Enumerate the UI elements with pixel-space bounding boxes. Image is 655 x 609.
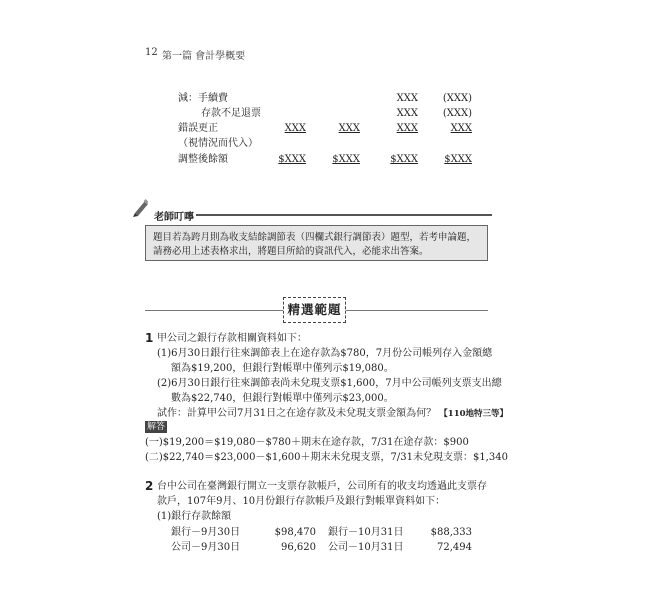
q1-intro: 甲公司之銀行存款相關資料如下： <box>157 333 307 344</box>
q1-item1-cont: 額為$19,200，但銀行對帳單中僅列示$19,080。 <box>171 363 394 374</box>
q1-question <box>157 407 508 421</box>
answer-line: (一)$19,200＝$19,080－$780＋期末在途存款，7/31在途存款：$900 <box>145 437 469 448</box>
q2-subheading: (1)銀行存款餘額 <box>157 511 232 522</box>
answer-line: (二)$22,740＝$23,000－$1,600＋期末未兌現支票，7/31未兌現支票：$1,340 <box>145 452 508 463</box>
cell: XXX <box>396 93 418 104</box>
chapter-title: 第一篇 會計學概要 <box>162 51 246 62</box>
q1-question-text: 試作：計算甲公司7月31日之在途存款及未兌現支票金額為何？ <box>157 408 437 419</box>
cell: XXX <box>450 123 472 134</box>
q1-item2-cont: 數為$22,740，但銀行對帳單中僅列示$23,000。 <box>171 393 394 404</box>
q1-item2: (2)6月30日銀行往來調節表尚未兌現支票$1,600，7月中公司帳列支票支出總 <box>157 378 502 389</box>
cell: $XXX <box>390 154 418 165</box>
balance-label: 公司－9月30日 <box>171 542 241 553</box>
question-number: 2 <box>145 479 154 493</box>
tip-box <box>145 225 488 261</box>
answer-tag: 解答 <box>147 422 166 432</box>
balance-label: 公司－10月31日 <box>328 542 404 553</box>
tip-title: 老師叮嚀 <box>154 212 194 223</box>
row-label: （視情況而代入） <box>178 138 258 149</box>
cell: $XXX <box>278 154 306 165</box>
balance-label: 銀行－9月30日 <box>171 527 241 538</box>
balance-label: 銀行－10月31日 <box>328 527 404 538</box>
pencil-icon <box>131 198 151 218</box>
section-rule-left <box>145 310 283 311</box>
cell: (XXX) <box>442 108 472 119</box>
q2-intro-cont: 款戶，107年9月、10月份銀行存款帳戶及銀行對帳單資料如下： <box>157 496 446 507</box>
section-rule-right <box>346 310 488 311</box>
balance-value: 72,494 <box>437 542 472 553</box>
section-title: 精選範題 <box>283 297 346 323</box>
cell: XXX <box>284 123 306 134</box>
row-label: 存款不足退票 <box>201 108 261 119</box>
cell: $XXX <box>332 154 360 165</box>
row-label: 減：手續費 <box>178 93 228 104</box>
row-label: 調整後餘額 <box>178 154 228 165</box>
cell: XXX <box>396 108 418 119</box>
balance-value: $88,333 <box>430 527 472 538</box>
cell: $XXX <box>444 154 472 165</box>
q1-source: 【110地特三等】 <box>439 409 509 419</box>
page-number: 12 <box>145 47 158 58</box>
cell: XXX <box>396 123 418 134</box>
question-number: 1 <box>145 331 154 345</box>
q2-intro: 台中公司在臺灣銀行開立一支票存款帳戶，公司所有的收支均透過此支票存 <box>157 481 487 492</box>
row-label: 錯誤更正 <box>178 123 218 134</box>
balance-value: 96,620 <box>281 542 316 553</box>
q1-item1: (1)6月30日銀行往來調節表上在途存款為$780，7月份公司帳列存入金額總 <box>157 348 493 359</box>
cell: XXX <box>338 123 360 134</box>
cell: (XXX) <box>442 93 472 104</box>
tip-line: 題目若為跨月則為收支結餘調節表（四欄式銀行調節表）題型，若考申論題， <box>153 232 477 243</box>
balance-value: $98,470 <box>274 527 316 538</box>
tip-divider <box>196 214 492 216</box>
tip-line: 請務必用上述表格求出，將題目所給的資訊代入，必能求出答案。 <box>153 246 429 257</box>
